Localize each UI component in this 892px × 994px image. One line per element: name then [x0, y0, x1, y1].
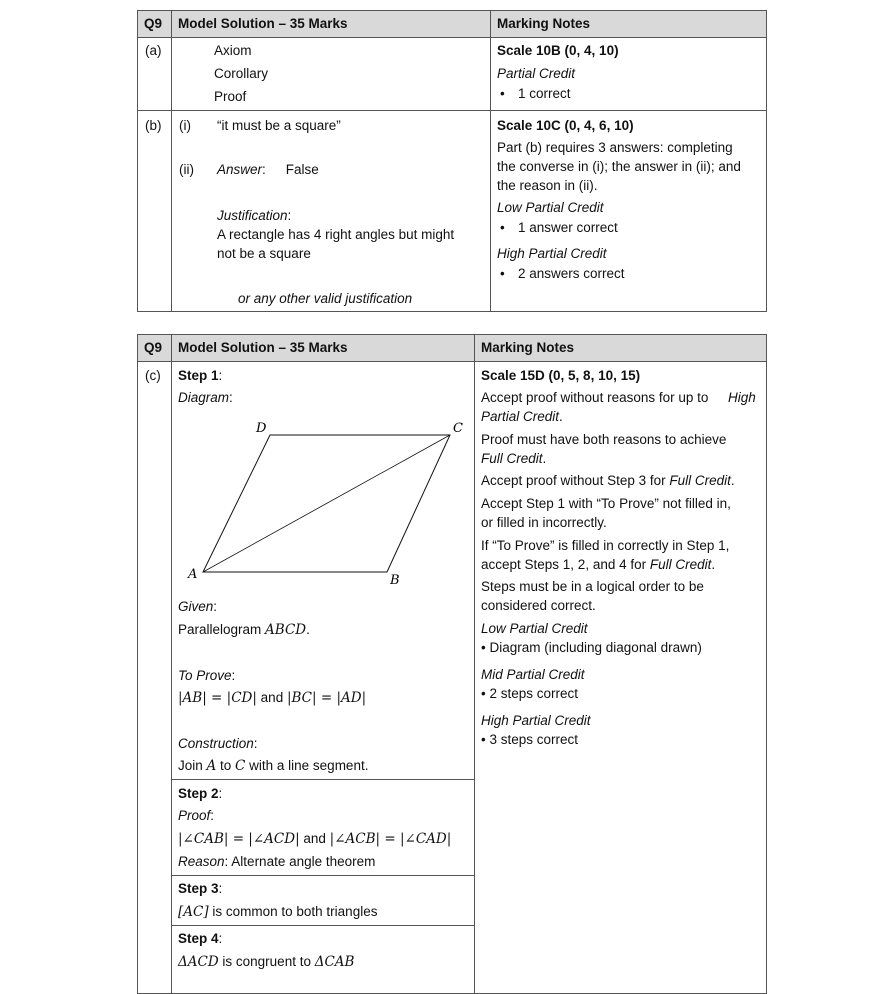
c-note-1-high: High — [728, 390, 756, 405]
c-note-3: Accept proof without Step 3 for Full Credit. — [481, 473, 735, 488]
c-mid-item: • 2 steps correct — [481, 686, 579, 701]
vertex-label-b: B — [390, 573, 400, 588]
a-item-proof: Proof — [214, 89, 247, 104]
divider — [171, 779, 474, 780]
step4-heading: Step 4: — [178, 931, 223, 946]
c-low-title: Low Partial Credit — [481, 621, 588, 636]
a-item-axiom: Axiom — [214, 43, 252, 58]
b-note-line: the converse in (i); the answer in (ii); and — [497, 159, 741, 174]
divider — [137, 110, 767, 111]
b-high-title: High Partial Credit — [497, 246, 607, 261]
diagram-label: Diagram: — [178, 390, 233, 405]
proof-label: Proof: — [178, 808, 215, 823]
b-answer: Answer: False — [217, 162, 319, 177]
given-text: Parallelogram ABCD. — [178, 622, 310, 638]
c-note-6: Steps must be in a logical order to be — [481, 579, 704, 594]
step3-text: [AC] is common to both triangles — [178, 904, 378, 920]
c-note-4: Accept Step 1 with “To Prove” not filled in, — [481, 496, 731, 511]
construction-label: Construction: — [178, 736, 258, 751]
b-i-text: “it must be a square” — [217, 118, 341, 133]
step4-text: ΔACD is congruent to ΔCAB — [178, 954, 355, 970]
b-high-item: • 2 answers correct — [500, 265, 625, 283]
header-q: Q9 — [144, 340, 163, 355]
part-a-label: (a) — [145, 43, 162, 58]
divider — [171, 875, 474, 876]
b-scale: Scale 10C (0, 4, 6, 10) — [497, 118, 634, 133]
given-label: Given: — [178, 599, 218, 614]
divider — [171, 925, 474, 926]
c-note-5-line2: accept Steps 1, 2, and 4 for Full Credit. — [481, 557, 716, 572]
c-low-item: • Diagram (including diagonal drawn) — [481, 640, 702, 655]
c-high-title: High Partial Credit — [481, 713, 591, 728]
header-notes: Marking Notes — [497, 16, 591, 31]
c-note-1: Accept proof without reasons for up to — [481, 390, 709, 405]
header-notes: Marking Notes — [481, 340, 575, 355]
b-i-label: (i) — [179, 118, 191, 133]
c-mid-title: Mid Partial Credit — [481, 667, 585, 682]
b-ii-label: (ii) — [179, 162, 194, 177]
b-low-item: • 1 answer correct — [500, 219, 618, 237]
to-prove-text: |AB| = |CD| and |BC| = |AD| — [178, 690, 367, 706]
c-high-item: • 3 steps correct — [481, 732, 579, 747]
diagonal-ac — [203, 435, 450, 572]
part-b-label: (b) — [145, 118, 162, 133]
a-partial-item: • 1 correct — [500, 85, 571, 103]
c-note-6-line2: considered correct. — [481, 598, 596, 613]
part-c-label: (c) — [145, 368, 161, 383]
b-justification-label: Justification: — [217, 208, 292, 223]
a-scale: Scale 10B (0, 4, 10) — [497, 43, 619, 58]
divider — [171, 334, 172, 994]
divider — [137, 37, 767, 38]
header-solution: Model Solution – 35 Marks — [178, 16, 348, 31]
b-justification-line: A rectangle has 4 right angles but might — [217, 227, 455, 242]
c-note-2: Proof must have both reasons to achieve — [481, 432, 727, 447]
a-item-corollary: Corollary — [214, 66, 269, 81]
b-note-line: the reason in (ii). — [497, 178, 598, 193]
header-solution: Model Solution – 35 Marks — [178, 340, 348, 355]
header-q: Q9 — [144, 16, 163, 31]
construction-text: Join A to C with a line segment. — [178, 758, 369, 774]
vertex-label-c: C — [453, 421, 463, 436]
c-note-1-line2: Partial Credit. — [481, 409, 563, 424]
c-note-2-line2: Full Credit. — [481, 451, 547, 466]
b-other-justification: or any other valid justification — [238, 291, 413, 306]
c-note-5: If “To Prove” is filled in correctly in Step 1, — [481, 538, 730, 553]
vertex-label-d: D — [256, 421, 267, 436]
b-justification-line: not be a square — [217, 246, 311, 261]
parallelogram-diagram — [175, 410, 475, 590]
to-prove-label: To Prove: — [178, 668, 236, 683]
divider — [137, 361, 767, 362]
a-partial-title: Partial Credit — [497, 66, 576, 81]
reason-text: Reason: Alternate angle theorem — [178, 854, 376, 869]
proof-text: |∠CAB| = |∠ACD| and |∠ACB| = |∠CAD| — [178, 831, 452, 847]
step1-heading: Step 1: — [178, 368, 223, 383]
divider — [171, 10, 172, 312]
step3-heading: Step 3: — [178, 881, 223, 896]
vertex-label-a: A — [188, 567, 198, 582]
b-note-line: Part (b) requires 3 answers: completing — [497, 140, 733, 155]
c-note-4-line2: or filled in incorrectly. — [481, 515, 607, 530]
c-scale: Scale 15D (0, 5, 8, 10, 15) — [481, 368, 641, 383]
b-low-title: Low Partial Credit — [497, 200, 604, 215]
divider — [490, 10, 491, 312]
step2-heading: Step 2: — [178, 786, 223, 801]
